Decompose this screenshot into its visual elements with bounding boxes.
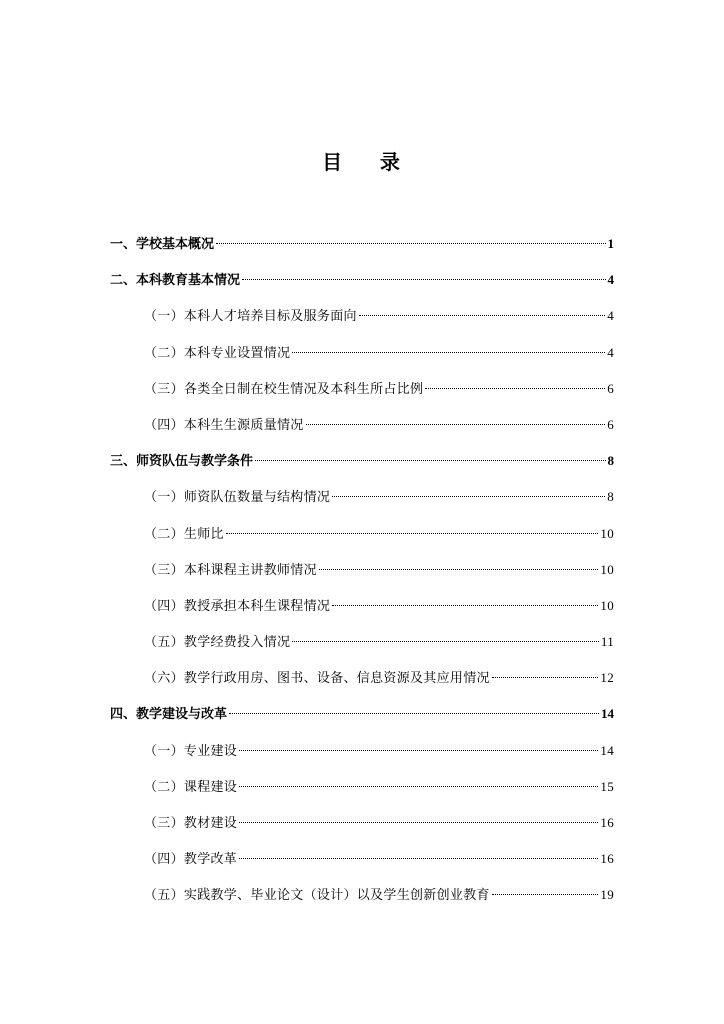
toc-entry[interactable] [110,234,614,270]
toc-dot-leader [255,460,605,461]
toc-dot-leader [242,279,605,280]
toc-entry-title: （三）本科课程主讲教师情况 [144,562,317,578]
toc-entry[interactable] [110,813,614,849]
toc-entry[interactable] [110,451,614,487]
toc-dot-leader [332,605,598,606]
toc-entry-title: （一）本科人才培养目标及服务面向 [144,309,357,325]
toc-page-number: 16 [600,851,614,867]
toc-entry[interactable] [110,596,614,632]
toc-page-number: 10 [600,561,614,577]
toc-page-number: 16 [600,815,614,830]
toc-page-number: 4 [607,344,614,360]
table-of-contents [110,234,614,922]
toc-entry-title: （二）生师比 [144,526,224,542]
toc-page-number: 12 [600,670,614,686]
toc-dot-leader [359,315,605,316]
toc-page-number: 4 [607,272,614,288]
toc-entry[interactable] [110,524,614,560]
toc-entry-title: （二）本科专业设置情况 [144,345,291,361]
toc-dot-leader [492,894,599,895]
toc-entry[interactable] [110,560,614,596]
toc-page-number: 8 [607,453,614,469]
toc-dot-leader [306,424,606,425]
toc-page-number: 19 [600,887,614,903]
toc-entry-title: （四）教授承担本科生课程情况 [144,598,331,614]
toc-entry-title: （五）教学经费投入情况 [144,635,291,651]
toc-page-number: 14 [600,742,614,758]
toc-page-number: 1 [607,236,614,251]
toc-entry[interactable] [110,741,614,777]
toc-entry-title: （五）实践教学、毕业论文（设计）以及学生创新创业教育 [144,888,490,904]
toc-page-number: 6 [607,416,614,432]
toc-dot-leader [216,243,605,244]
toc-entry-title: （四）教学改革 [144,852,238,868]
toc-page-number: 15 [600,778,614,794]
toc-entry[interactable] [110,487,614,523]
toc-page-number: 6 [607,380,614,396]
toc-dot-leader [332,496,605,497]
toc-page-number: 10 [600,525,614,541]
toc-entry[interactable] [110,849,614,885]
toc-entry-title: （一）专业建设 [144,743,238,759]
toc-entry-title: 二、本科教育基本情况 [110,273,241,289]
toc-entry[interactable] [110,343,614,379]
toc-dot-leader [229,713,599,714]
toc-entry[interactable] [110,270,614,306]
toc-entry-title: （六）教学行政用房、图书、设备、信息资源及其应用情况 [144,671,490,687]
toc-entry-title: （一）师资队伍数量与结构情况 [144,490,331,506]
toc-page-number: 11 [600,634,614,650]
toc-entry-title: （四）本科生生源质量情况 [144,417,304,433]
toc-entry[interactable] [110,704,614,740]
toc-dot-leader [239,750,598,751]
toc-dot-leader [492,677,599,678]
toc-entry-title: （三）各类全日制在校生情况及本科生所占比例 [144,381,424,397]
toc-dot-leader [226,533,599,534]
toc-dot-leader [319,569,598,570]
toc-page-number: 8 [607,489,614,505]
toc-dot-leader [292,352,605,353]
toc-entry-title: 四、教学建设与改革 [110,707,228,723]
toc-entry[interactable] [110,668,614,704]
toc-entry-title: 一、学校基本概况 [110,237,215,252]
toc-dot-leader [239,786,598,787]
toc-entry[interactable] [110,306,614,342]
toc-entry-title: 三、师资队伍与教学条件 [110,454,254,470]
toc-entry-title: （三）教材建设 [144,816,238,831]
toc-entry[interactable] [110,379,614,415]
toc-dot-leader [239,858,598,859]
toc-entry[interactable] [110,632,614,668]
toc-dot-leader [292,641,599,642]
toc-page-number: 10 [600,597,614,613]
toc-entry[interactable] [110,777,614,813]
page-title: 目 录 [322,150,402,174]
toc-dot-leader [239,822,598,823]
toc-entry-title: （二）课程建设 [144,779,238,795]
toc-entry[interactable] [110,415,614,451]
toc-dot-leader [425,388,605,389]
toc-page-number: 4 [607,308,614,324]
toc-page-number: 14 [601,706,614,722]
toc-entry[interactable] [110,885,614,921]
